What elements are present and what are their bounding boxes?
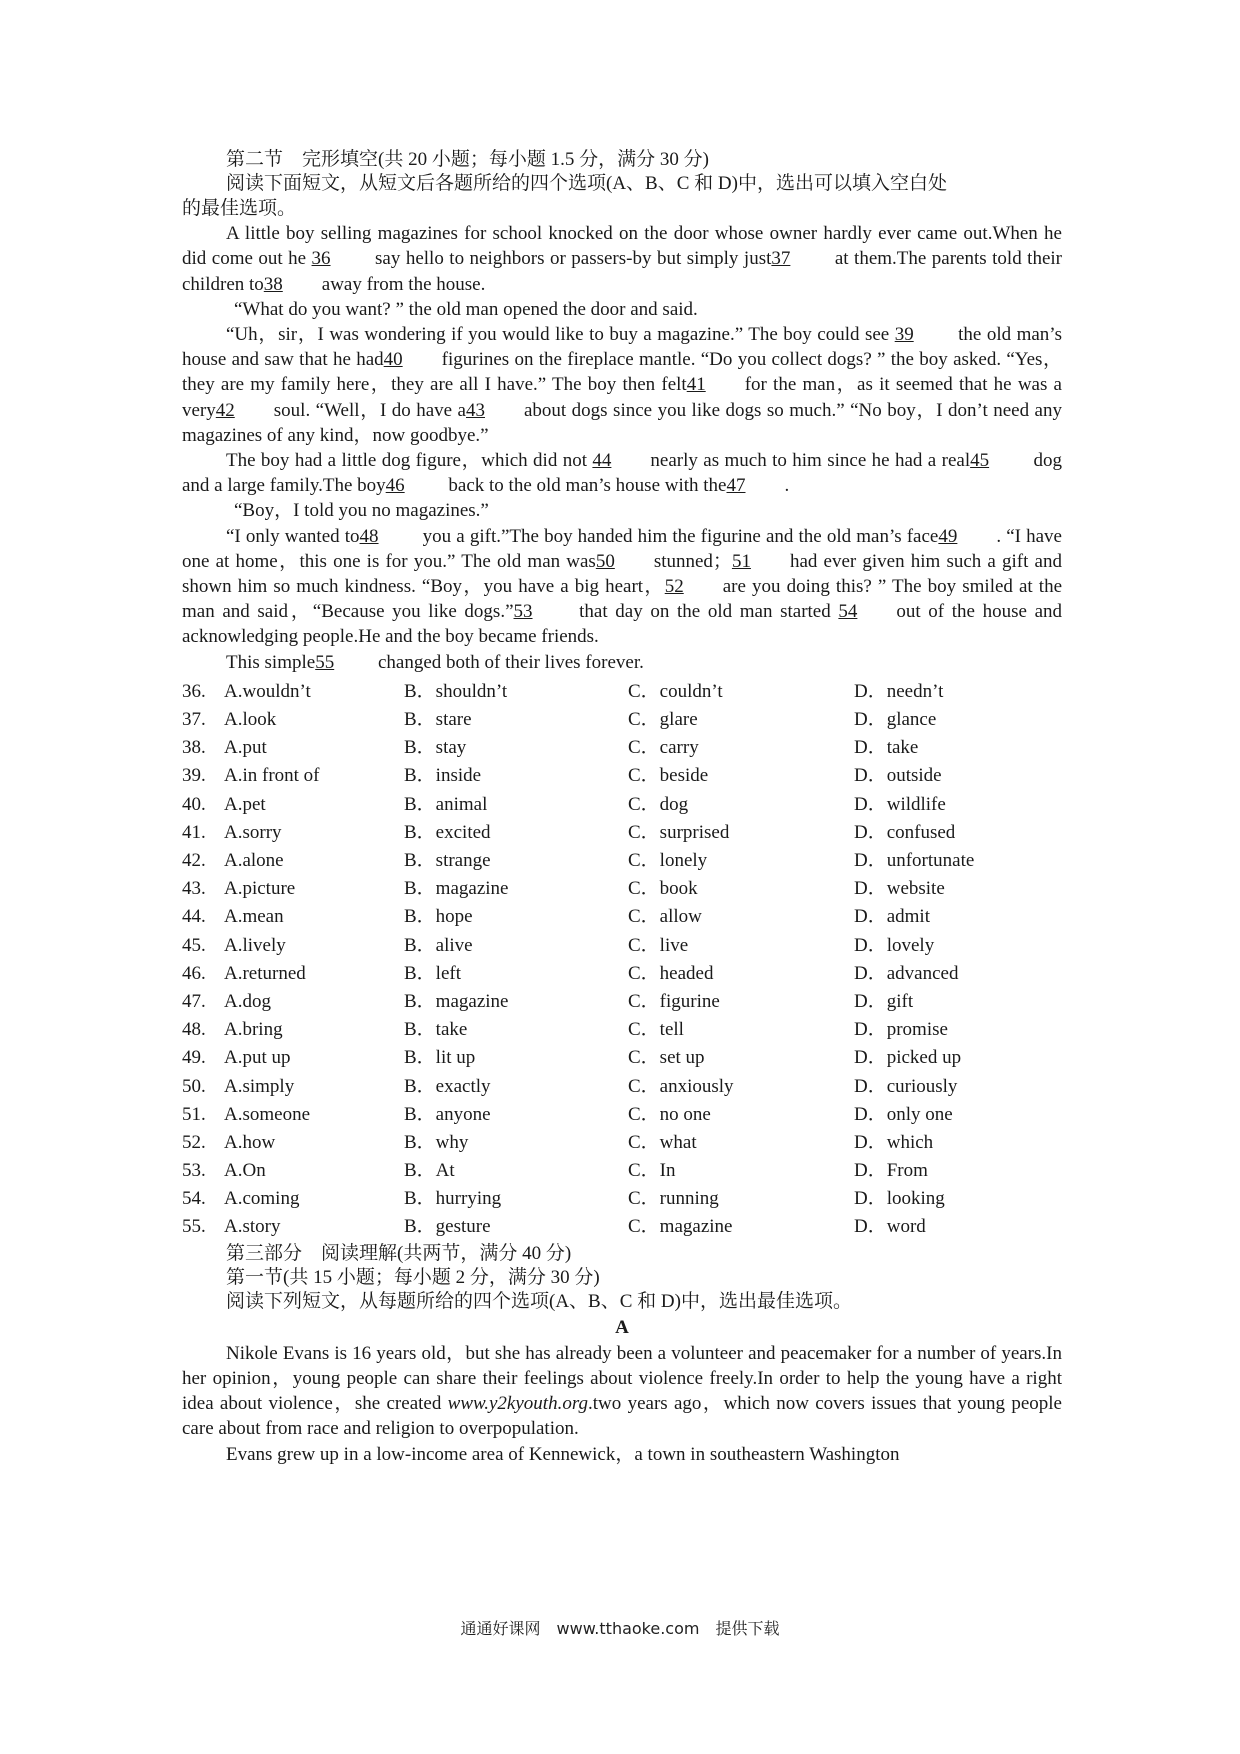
option-d: D．outside [854,765,942,787]
option-b: B．inside [404,765,482,787]
option-row [182,1213,1062,1241]
blank-43: 43 [466,399,485,421]
option-c: C．couldn’t [628,680,723,702]
option-d: D．take [854,737,919,759]
passage-text: figurines on the fireplace mantle. “Do you collect dogs? ” the boy asked. “Yes，they are my family here，they are all I have.” The boy then felt [182,349,1062,396]
option-row [182,1157,1062,1185]
option-c: C．book [628,878,698,900]
option-c: C．figurine [628,990,720,1012]
option-row [182,678,1062,706]
option-row [182,1016,1062,1044]
option-a: A.how [224,1131,276,1153]
blank-48: 48 [359,525,379,547]
option-b: B．animal [404,793,488,815]
option-row [182,847,1062,875]
option-b: B．gesture [404,1216,491,1238]
blank-45: 45 [970,450,990,472]
website-link: www.y2kyouth.org [447,1393,589,1415]
option-c: C．lonely [628,850,708,871]
blank-51: 51 [731,550,751,572]
option-b: B．left [404,962,461,984]
blank-52: 52 [664,576,684,598]
options-list [182,678,1062,1242]
reading-text-cont: .two years ago，which now covers issues that young people care about from race and religion to overpopulation. [182,1393,1062,1440]
option-d: D．admit [854,906,930,928]
option-c: C．running [628,1188,719,1210]
option-a: A.pet [224,793,266,815]
passage-text: soul. “Well，I do have a [273,399,466,421]
blank-38: 38 [263,273,283,295]
option-d: D．wildlife [854,793,946,815]
option-d: D．promise [854,1019,948,1041]
option-b: B．why [404,1131,469,1153]
option-b: B．magazine [404,878,509,900]
option-row [182,819,1062,847]
option-row [182,1073,1062,1101]
option-a: A.lively [224,934,286,956]
passage-text: that day on the old man started [571,601,839,623]
blank-47: 47 [726,475,746,497]
option-c: C．live [628,934,689,956]
option-a: A.bring [224,1019,283,1041]
passage-text: nearly as much to him since he had a real [650,450,971,472]
option-a: A.dog [224,990,271,1012]
part3-instruction: 阅读下列短文，从每题所给的四个选项(A、B、C 和 D)中，选出最佳选项。 [226,1291,852,1313]
blank-42: 42 [215,399,235,421]
option-row [182,1044,1062,1072]
question-number: 51. [182,1103,206,1125]
option-row [182,932,1062,960]
passage-text: stunned； [653,550,732,572]
option-b: B．excited [404,821,491,843]
option-b: B．anyone [404,1103,491,1125]
question-number: 55. [182,1216,206,1238]
question-number: 46. [182,962,206,984]
option-d: D．only one [854,1103,953,1125]
blank-49: 49 [938,525,958,547]
option-a: A.picture [224,878,296,900]
option-d: D．confused [854,821,956,843]
option-d: D．gift [854,990,914,1012]
option-d: D．word [854,1216,926,1238]
passage-text: . [784,475,790,497]
passage-paragraph [182,524,1062,650]
passage-text: say hello to neighbors or passers-by but simply just [369,248,772,270]
section-instruction: 阅读下面短文，从短文后各题所给的四个选项(A、B、C 和 D)中，选出可以填入空白处 [226,173,947,195]
option-c: C．what [628,1131,697,1153]
question-number: 41. [182,821,206,843]
option-row [182,1101,1062,1129]
option-c: C．set up [628,1047,705,1069]
passage-text: for the man，as it seemed that he was a very [182,374,1062,421]
blank-36: 36 [311,248,331,270]
option-row [182,791,1062,819]
passage-text: back to the old man’s house with the [443,475,727,497]
option-c: C．In [628,1160,676,1182]
option-a: A.returned [224,962,306,984]
passage-text: you a gift.”The boy handed him the figurine and the old man’s face [417,525,939,547]
option-a: A.in front of [224,765,320,787]
option-c: C．tell [628,1019,684,1041]
option-b: B．lit up [404,1047,476,1069]
question-number: 48. [182,1019,206,1041]
option-b: B．strange [404,850,491,871]
reading-paragraph-2: Evans grew up in a low-income area of Kennewick，a town in southeastern Washington [226,1443,900,1465]
option-c: C．carry [628,737,699,759]
question-number: 44. [182,906,206,928]
passage-text: “Boy，I told you no magazines.” [234,500,489,522]
question-number: 39. [182,765,206,787]
option-row [182,734,1062,762]
option-b: B．At [404,1160,455,1182]
option-a: A.sorry [224,821,282,843]
blank-50: 50 [595,550,615,572]
passage-label: A [615,1316,629,1338]
option-c: C．beside [628,765,709,787]
option-a: A.simply [224,1075,295,1097]
option-d: D．From [854,1160,928,1182]
option-row [182,1129,1062,1157]
option-d: D．glance [854,709,937,731]
option-b: B．magazine [404,990,509,1012]
blank-40: 40 [383,349,403,371]
option-b: B．exactly [404,1075,491,1097]
question-number: 49. [182,1047,206,1069]
option-a: A.put up [224,1047,291,1069]
question-number: 37. [182,709,206,731]
option-c: C．dog [628,793,689,815]
question-number: 53. [182,1160,206,1182]
blank-44: 44 [592,450,612,472]
reading-text: Nikole Evans is 16 years old，but she has already been a volunteer and peacemaker for a number of years.In her opinion，young people can share their feelings about violence freely.In order to help the young have a right idea about violence，she created [182,1342,1062,1415]
passage-text: A little boy selling magazines for school knocked on the door whose owner hardly ever came out.When he did come out he [182,223,1062,270]
option-d: D．curiously [854,1075,958,1097]
option-d: D．lovely [854,934,935,956]
passage-paragraph [182,322,1062,448]
part3-title: 第三部分 阅读理解(共两节，满分 40 分) [226,1242,572,1264]
option-a: A.put [224,737,267,759]
option-b: B．hurrying [404,1188,502,1210]
footer-text: 通通好课网 www.tthaoke.com 提供下载 [460,1619,780,1638]
reading-paragraph-1 [182,1341,1062,1442]
option-row [182,762,1062,790]
blank-41: 41 [686,374,706,396]
part3-subtitle: 第一节(共 15 小题；每小题 2 分，满分 30 分) [226,1267,600,1289]
question-number: 43. [182,878,206,900]
option-c: C．no one [628,1103,711,1125]
passage-text: “I only wanted to [226,525,360,547]
question-number: 36. [182,680,206,702]
blank-46: 46 [385,475,405,497]
blank-54: 54 [838,601,858,623]
option-a: A.story [224,1216,281,1238]
option-c: C．surprised [628,821,730,843]
passage-paragraph [182,297,1062,322]
option-a: A.On [224,1160,266,1182]
question-number: 47. [182,990,206,1012]
passage-text: changed both of their lives forever. [373,651,644,673]
blank-53: 53 [513,601,533,623]
passage-text: dog and a large family.The boy [182,450,1062,497]
passage-text: . “I have one at home，this one is for you.” The old man was [182,525,1062,572]
passage-text: “What do you want? ” the old man opened the door and said. [234,298,698,320]
option-d: D．picked up [854,1047,962,1069]
question-number: 40. [182,793,206,815]
option-row [182,903,1062,931]
option-c: C．allow [628,906,702,928]
cloze-passage [182,221,1062,675]
passage-text: about dogs since you like dogs so much.” “No boy，I don’t need any magazines of any kind，now goodbye.” [182,399,1062,446]
option-c: C．anxiously [628,1075,734,1097]
option-row [182,1185,1062,1213]
option-a: A.someone [224,1103,311,1125]
passage-text: the old man’s house and saw that he had [182,324,1062,371]
blank-37: 37 [771,248,791,270]
passage-paragraph [182,221,1062,297]
option-b: B．shouldn’t [404,680,508,702]
option-row [182,988,1062,1016]
option-d: D．unfortunate [854,850,975,871]
option-a: A.alone [224,850,284,871]
exam-page [182,148,1062,1467]
option-b: B．stare [404,709,472,731]
passage-text: are you doing this? ” The boy smiled at the man and said，“Because you like dogs.” [182,576,1063,623]
passage-paragraph [182,448,1062,498]
passage-text: This simple [226,651,316,673]
option-row [182,960,1062,988]
blank-55: 55 [315,651,335,673]
option-c: C．headed [628,962,714,984]
option-row [182,706,1062,734]
question-number: 42. [182,850,206,871]
question-number: 50. [182,1075,206,1097]
option-d: D．which [854,1131,934,1153]
option-a: A.mean [224,906,284,928]
option-d: D．needn’t [854,680,944,702]
option-b: B．alive [404,934,473,956]
question-number: 38. [182,737,206,759]
option-b: B．hope [404,906,473,928]
option-a: A.wouldn’t [224,680,311,702]
blank-39: 39 [894,324,914,346]
section-title: 第二节 完形填空(共 20 小题；每小题 1.5 分，满分 30 分) [226,149,709,170]
option-d: D．advanced [854,962,959,984]
question-number: 54. [182,1188,206,1210]
passage-text: “Uh，sir，I was wondering if you would like to buy a magazine.” The boy could see [226,324,895,346]
question-number: 45. [182,934,206,956]
passage-text: at them.The parents told their children to [182,248,1062,295]
option-c: C．magazine [628,1216,733,1238]
option-c: C．glare [628,709,698,731]
option-b: B．take [404,1019,468,1041]
passage-text: out of the house and acknowledging people.He and the boy became friends. [182,601,1062,648]
option-b: B．stay [404,737,467,759]
option-d: D．looking [854,1188,945,1210]
passage-text: away from the house. [321,273,486,295]
option-a: A.coming [224,1188,300,1210]
question-number: 52. [182,1131,206,1153]
passage-text: had ever given him such a gift and shown him so much kindness. “Boy，you have a big heart， [182,550,1062,598]
passage-text: The boy had a little dog figure，which did not [226,450,593,472]
option-a: A.look [224,709,277,731]
option-d: D．website [854,878,945,900]
passage-paragraph [182,498,1062,523]
passage-paragraph [182,650,1062,675]
option-row [182,875,1062,903]
section-instruction-cont: 的最佳选项。 [182,197,297,219]
